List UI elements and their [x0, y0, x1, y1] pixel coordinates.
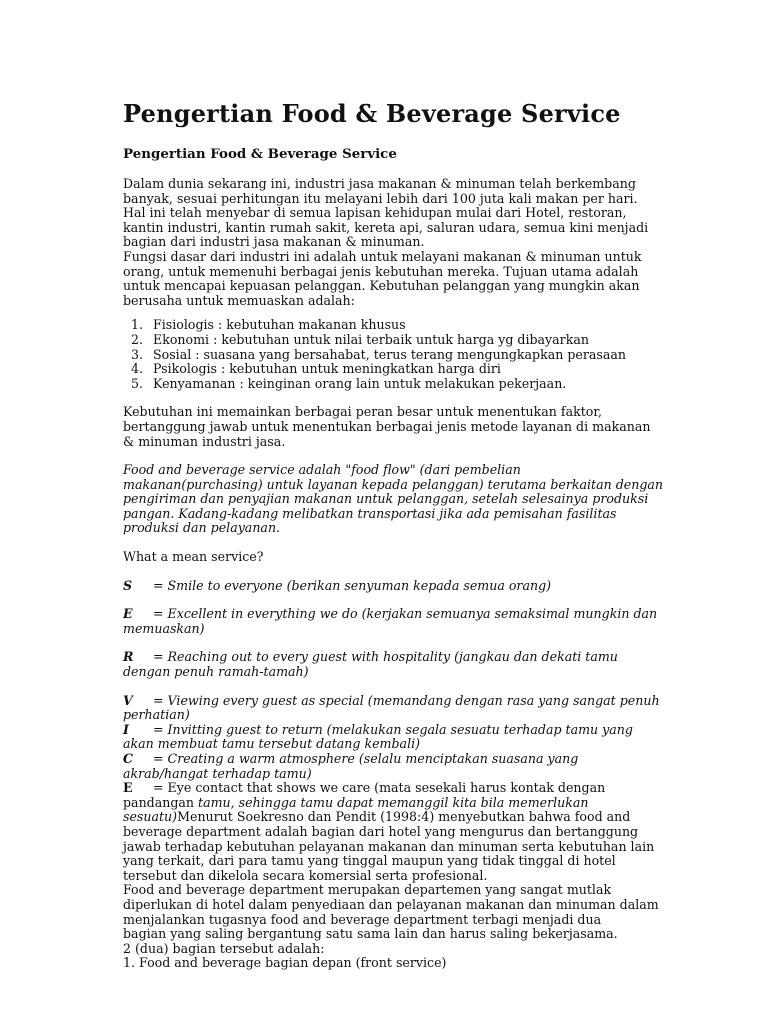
service-letter: S	[123, 577, 133, 593]
service-text-italic: tamu, sehingga tamu dapat memanggil kita bila memerlukan sesuatu)	[123, 794, 589, 825]
service-text: = Invitting guest to return (melakukan segala sesuatu terhadap tamu yang akan membuat tamu tersebut datang kembali)	[123, 721, 633, 752]
list-item: 1. Fisiologis : kebutuhan makanan khusus	[147, 318, 663, 333]
paragraph-function: Fungsi dasar dari industri ini adalah untuk melayani makanan & minuman untuk orang, untuk memenuhi berbagai jenis kebutuhan mereka. Tujuan utama adalah untuk mencapai kepuasan pelanggan. Kebutuhan pelanggan yang mungkin akan berusaha untuk memuaskan adalah:	[123, 248, 642, 308]
service-item-c	[123, 752, 663, 781]
paragraph-roles: Kebutuhan ini memainkan berbagai peran besar untuk menentukan faktor, bertanggung jawab untuk menentukan berbagai jenis metode layanan di makanan & minuman industri jasa.	[123, 404, 651, 449]
paragraph-front-service: 1. Food and beverage bagian depan (front service)	[123, 955, 447, 971]
service-text: = Reaching out to every guest with hospitality (jangkau dan dekati tamu dengan penuh ramah-tamah)	[123, 649, 618, 680]
paragraph-interdependent: bagian yang saling bergantung satu sama lain dan harus saling bekerjasama.	[123, 926, 618, 942]
paragraph-department: Menurut Soekresno dan Pendit (1998:4) menyebutkan bahwa food and beverage department adalah bagian dari hotel yang mengurus dan bertanggung jawab terhadap kebutuhan pelayanan makanan dan minuman serta kebutuhan lain yang terkait, dari para tamu yang tinggal maupun yang tidak tinggal di hotel tersebut dan dikelola secara komersial serta profesional.	[123, 809, 655, 883]
service-text: = Eye contact that shows we care (mata sesekali harus kontak dengan pandangan	[123, 780, 606, 810]
service-text: = Creating a warm atmosphere (selalu menciptakan suasana yang akrab/hangat terhadap tamu)	[123, 751, 579, 781]
service-letter: C	[123, 751, 134, 766]
service-item-e	[123, 607, 663, 636]
question-line: What a mean service?	[123, 549, 264, 565]
list-item: 3. Sosial : suasana yang bersahabat, terus terang mengungkapkan perasaan	[147, 348, 663, 363]
paragraph-food-flow: Food and beverage service adalah "food flow" (dari pembelian makanan(purchasing) untuk layanan kepada pelanggan) terutama berkaitan dengan pengiriman dan penyajian makanan untuk pelanggan, setelah selesainya produksi pangan. Kadang-kadang melibatkan transportasi jika ada pemisahan fasilitas produksi dan pelayanan.	[123, 462, 664, 536]
service-item-r	[123, 650, 663, 679]
paragraph-intro: Dalam dunia sekarang ini, industri jasa makanan & minuman telah berkembang banyak, sesuai perhitungan itu melayani lebih dari 100 juta kali makan per hari. Hal ini telah menyebar di semua lapisan kehidupan mulai dari Hotel, restoran, kantin industri, kantin rumah sakit, kereta api, saluran udara, semua kini menjadi bagian dari industri jasa makanan & minuman.	[123, 176, 649, 250]
service-letter: E	[123, 780, 133, 796]
document-body	[123, 99, 663, 971]
paragraph-department-role: Food and beverage department merupakan departemen yang sangat mutlak diperlukan di hotel dalam penyediaan dan pelayanan makanan dan minuman dalam menjalankan tugasnya food and beverage department terbagi menjadi dua	[123, 882, 659, 927]
service-text: = Viewing every guest as special (memandang dengan rasa yang sangat penuh perhatian)	[123, 692, 660, 723]
list-item: 2. Ekonomi : kebutuhan untuk nilai terbaik untuk harga yg dibayarkan	[147, 333, 663, 348]
service-text: = Excellent in everything we do (kerjakan semuanya semaksimal mungkin dan memuaskan)	[123, 606, 658, 636]
service-letter: R	[123, 649, 134, 665]
service-letter: V	[123, 692, 133, 708]
service-item-i	[123, 723, 663, 752]
service-text: = Smile to everyone (berikan senyuman kepada semua orang)	[153, 577, 552, 593]
service-letter: I	[123, 721, 129, 737]
section-heading: Pengertian Food & Beverage Service	[123, 146, 397, 162]
service-letter: E	[123, 606, 133, 622]
page-title: Pengertian Food & Beverage Service	[123, 99, 621, 128]
service-item-v	[123, 694, 663, 723]
service-item-s	[123, 579, 663, 594]
service-item-e2	[123, 781, 663, 883]
list-item: 5. Kenyamanan : keinginan orang lain untuk melakukan pekerjaan.	[147, 377, 663, 392]
list-item: 4. Psikologis : kebutuhan untuk meningkatkan harga diri	[147, 362, 663, 377]
paragraph-two-parts: 2 (dua) bagian tersebut adalah:	[123, 940, 325, 956]
needs-list	[123, 318, 663, 391]
